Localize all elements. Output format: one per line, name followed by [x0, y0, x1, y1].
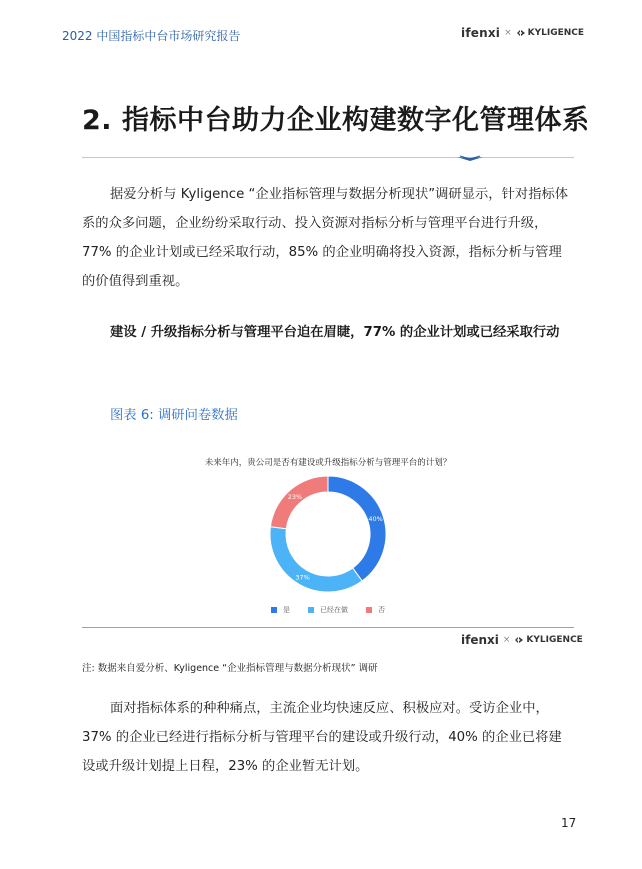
figure-brand-logos [461, 633, 583, 647]
legend-item-in-progress [308, 605, 348, 615]
ifenxi-logo: ifenxi [461, 26, 501, 40]
intro-paragraph: 据爱分析与 Kyligence “企业指标管理与数据分析现状”调研显示，针对指标体系的众多问题，企业纷纷采取行动、投入资源对指标分析与管理平台进行升级，77% 的企业计划或已经采取行动，85% 的企业明确将投入资源，指标分析与管理的价值得到重视。 [82, 187, 569, 289]
figure-label: 图表 6: 调研问卷数据 [110, 408, 238, 423]
brand-logos [461, 26, 584, 40]
chart-legend [82, 605, 574, 615]
legend-item-no [366, 605, 385, 615]
kyligence-wordmark: KYLIGENCE [527, 28, 585, 38]
chart-title: 未来年内，贵公司是否有建设或升级指标分析与管理平台的计划？ [204, 458, 452, 468]
kyligence-mark-icon [516, 29, 526, 37]
legend-label-in-progress: 已经在做 [320, 606, 348, 614]
kyligence-mark-icon [514, 636, 524, 644]
figure-divider [82, 627, 574, 628]
logo-separator: × [504, 28, 512, 38]
legend-item-yes [271, 605, 290, 615]
subheading: 建设 / 升级指标分析与管理平台迫在眉睫，77% 的企业计划或已经采取行动 [110, 325, 560, 340]
kyligence-wordmark: KYLIGENCE [526, 635, 583, 645]
divider-ornament-icon [457, 153, 483, 161]
page-number: 17 [561, 816, 577, 830]
legend-swatch-yes [271, 607, 277, 613]
heading-divider [82, 157, 574, 158]
slice-in-progress [270, 527, 362, 592]
report-title: 2022 中国指标中台市场研究报告 [62, 29, 241, 43]
figure-note: 注: 数据来自爱分析、Kyligence “企业指标管理与数据分析现状” 调研 [82, 663, 378, 674]
slice-label-no: 23% [287, 492, 303, 501]
slice-label-yes: 40% [368, 515, 383, 524]
legend-swatch-no [366, 607, 372, 613]
ifenxi-logo: ifenxi [461, 633, 499, 647]
legend-label-yes: 是 [283, 606, 290, 614]
slice-yes [328, 476, 386, 581]
slice-label-in-progress: 37% [295, 573, 310, 582]
legend-label-no: 否 [378, 606, 385, 614]
section-heading: 2. 指标中台助力企业构建数字化管理体系 [82, 105, 590, 136]
kyligence-logo [516, 28, 584, 38]
slice-no [270, 476, 328, 529]
donut-chart [82, 470, 574, 600]
analysis-paragraph: 面对指标体系的种种痛点，主流企业均快速反应、积极应对。受访企业中，37% 的企业已经进行指标分析与管理平台的建设或升级行动，40% 的企业已将建设或升级计划提上日程，23% 的企业暂无计划。 [82, 701, 562, 774]
logo-separator: × [502, 635, 511, 645]
legend-swatch-in-progress [308, 607, 314, 613]
kyligence-logo [514, 635, 582, 645]
